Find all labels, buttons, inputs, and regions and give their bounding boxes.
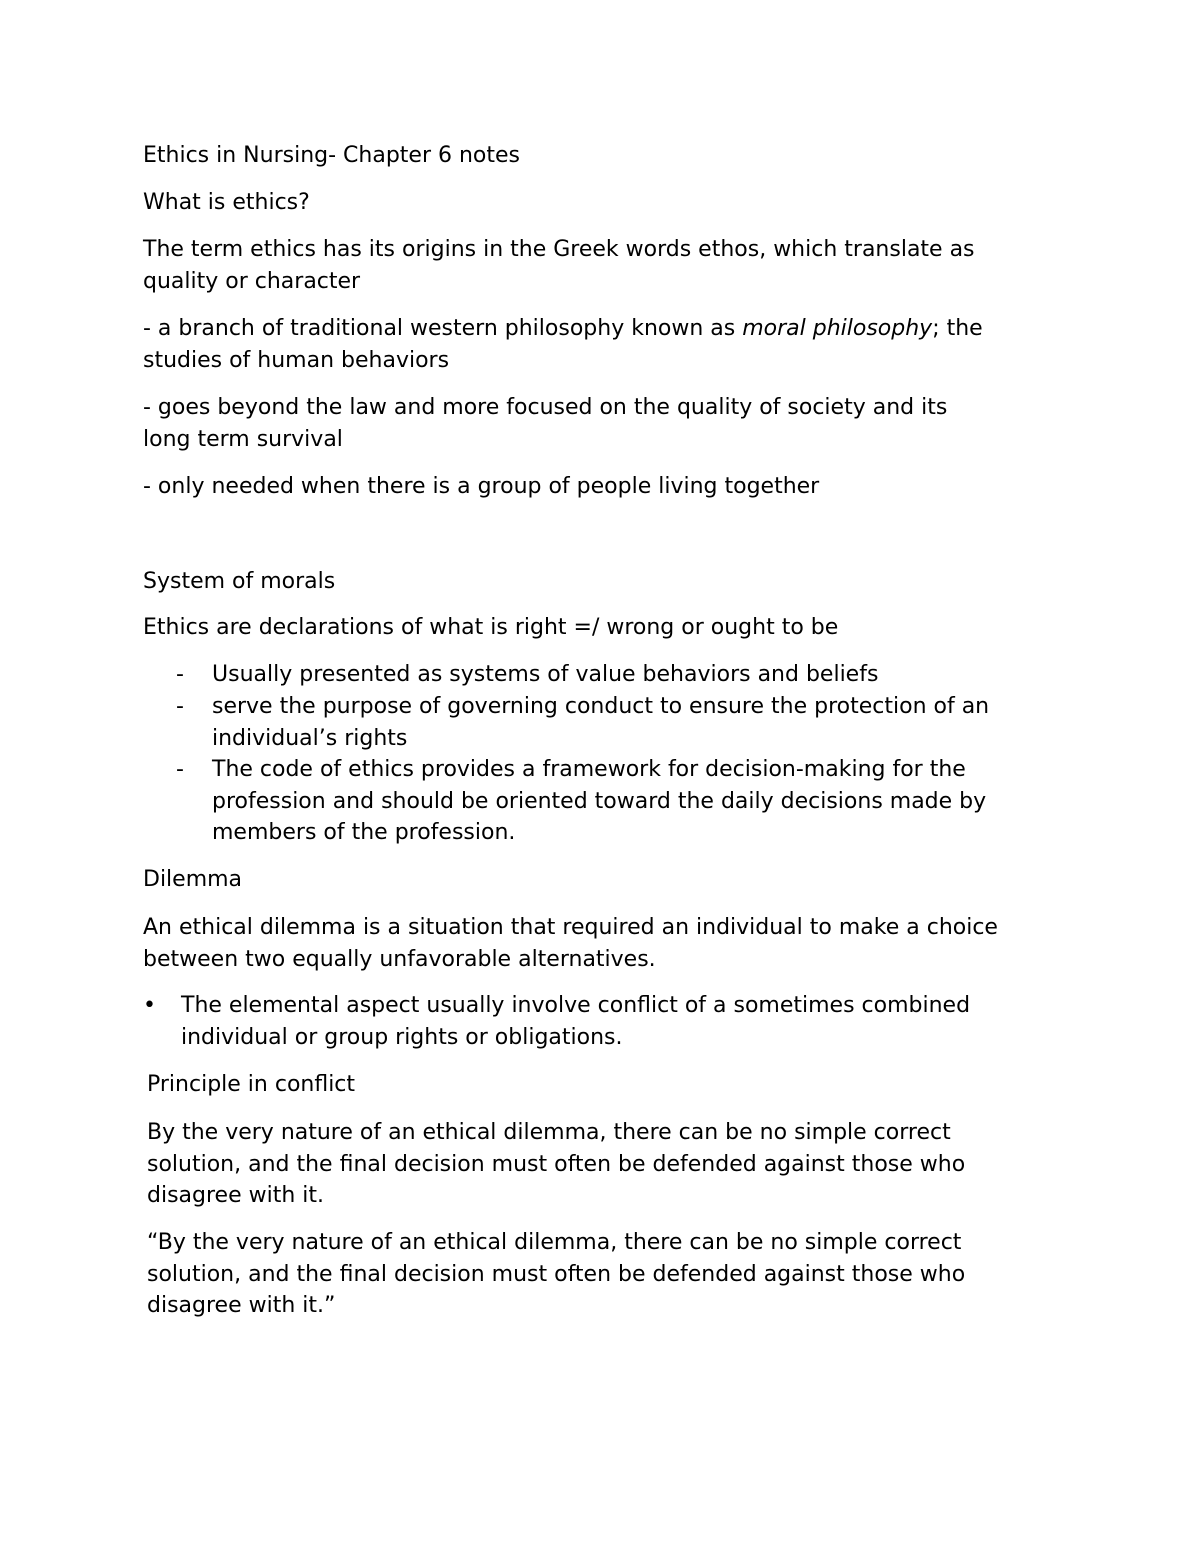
quote-line-3: disagree with it.”: [147, 1293, 336, 1318]
branch-text-post: ; the: [932, 316, 983, 341]
dash-item-3-line-3: members of the profession.: [212, 820, 516, 845]
origin-line-1: The term ethics has its origins in the Greek words ethos, which translate as: [143, 237, 975, 262]
dash-item-2-line-1: serve the purpose of governing conduct to ensure the protection of an: [212, 694, 990, 719]
question-what-is-ethics: What is ethics?: [143, 190, 310, 215]
dash-item-2-line-2: individual’s rights: [212, 726, 408, 751]
dash-item-3-line-1: The code of ethics provides a framework for decision-making for the: [212, 757, 966, 782]
dilemma-heading: Dilemma: [143, 867, 243, 892]
branch-text-pre: - a branch of traditional western philosophy known as: [143, 316, 743, 341]
only-needed-line: - only needed when there is a group of people living together: [143, 474, 820, 499]
system-of-morals-heading: System of morals: [143, 569, 336, 594]
beyond-line-2: long term survival: [143, 427, 343, 452]
declarations-line: Ethics are declarations of what is right =/ wrong or ought to be: [143, 615, 839, 640]
dash-item-3-line-2: profession and should be oriented toward the daily decisions made by: [212, 789, 987, 814]
bullet-item-line-2: individual or group rights or obligations.: [181, 1025, 623, 1050]
bullet-marker: •: [143, 993, 156, 1018]
nature-line-1: By the very nature of an ethical dilemma, there can be no simple correct: [147, 1120, 951, 1145]
origin-line-2: quality or character: [143, 269, 361, 294]
branch-line-1: [143, 313, 983, 345]
bullet-item-line-1: The elemental aspect usually involve conflict of a sometimes combined: [181, 993, 971, 1018]
moral-philosophy-term: moral philosophy: [742, 316, 933, 341]
nature-line-2: solution, and the final decision must often be defended against those who: [147, 1152, 966, 1177]
dilemma-line-2: between two equally unfavorable alternatives.: [143, 947, 656, 972]
quote-line-2: solution, and the final decision must often be defended against those who: [147, 1262, 966, 1287]
branch-line-2: studies of human behaviors: [143, 348, 450, 373]
document-title: Ethics in Nursing- Chapter 6 notes: [143, 143, 521, 168]
dash-item-1-line-1: Usually presented as systems of value behaviors and beliefs: [212, 662, 879, 687]
dash-marker-2: -: [176, 694, 184, 719]
beyond-line-1: - goes beyond the law and more focused on the quality of society and its: [143, 395, 948, 420]
dash-marker-1: -: [176, 662, 184, 687]
dilemma-line-1: An ethical dilemma is a situation that required an individual to make a choice: [143, 915, 998, 940]
nature-line-3: disagree with it.: [147, 1183, 325, 1208]
principle-in-conflict-heading: Principle in conflict: [147, 1072, 356, 1097]
dash-marker-3: -: [176, 757, 184, 782]
quote-line-1: “By the very nature of an ethical dilemma, there can be no simple correct: [147, 1230, 962, 1255]
